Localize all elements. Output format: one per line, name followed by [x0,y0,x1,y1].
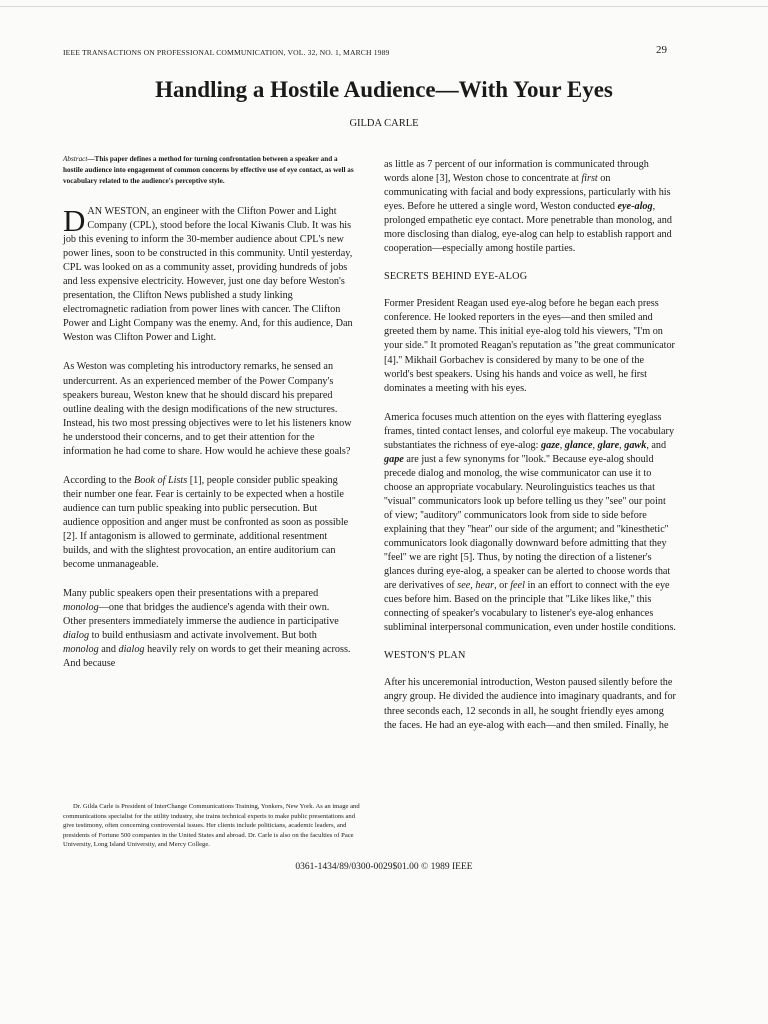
paragraph-vocabulary: America focuses much attention on the eyes with flattering eyeglass frames, tinted contact lenses, and colorful eye makeup. The vocabulary substantiates the richness of eye-alog: gaze, glance, glare, gawk, and gape are just a few synonyms for ''look.'' Because eye-alog should precede dialog and monolog, the wise communicator can use it to choose an appropriate vocabulary. Neurolinguistics teaches us that ''visual'' communicators look up before telling us they ''see'' our point of view; ''auditory'' communicators look from side to side before explaining that they ''hear'' our side of the argument; and ''kinesthetic'' communicators look diagonally downward before admitting that they ''feel'' we are right [5]. Thus, by noting the direction of a listener's glances during eye-alog, a speaker can be alerted to choose words that are derivatives of see, hear, or feel in an effort to connect with the eye cues before him. Based on the principle that ''Like likes like,'' this connecting of speaker's vocabulary to listener's eye-alog enhances subliminal interpersonal communication, even under hostile conditions. [384,411,676,634]
paragraph-monolog-dialog: Many public speakers open their presentations with a prepared monolog—one that bridges the audience's agenda with their own. Other presenters immediately immerse the audience in participative dialog to build enthusiasm and activate involvement. But both monolog and dialog heavily rely on words to get their meaning across. And because [63,588,351,670]
paragraph-seven-percent: as little as 7 percent of our information is communicated through words alone [3], Weston chose to concentrate at first on communicating with facial and body expressions, particularly with his eyes. Before he uttered a single word, Weston conducted eye-alog, prolonged empathetic eye contact. More penetrable than monolog, and more disclosing than dialog, eye-alog can help to establish rapport and cooperation—especially among hostile parties. [384,159,672,255]
paragraph-reagan: Former President Reagan used eye-alog before he began each press conference. He looked reporters in the eyes—and then smiled and greeted them by name. This initial eye-alog told his viewers, ''I'm on your side.'' It promoted Reagan's reputation as ''the great communicator [4].'' Mikhail Gorbachev is considered by many to be one of the world's best speakers. Using his hands and voice as well, he first dominates a meeting with his eyes. [384,298,675,394]
article-title: Handling a Hostile Audience—With Your Eyes [155,77,613,102]
abstract-text: —This paper defines a method for turning confrontation between a speaker and a hostile audience into engagement of common concerns by effective use of eye contact, as well as vocabulary related to the audience's perceptive style. [63,155,354,185]
section-heading-secrets: SECRETS BEHIND EYE-ALOG [384,271,528,283]
page-number: 29 [656,44,667,56]
intro-paragraph: DAN WESTON, an engineer with the Clifton Power and Light Company (CPL), stood before the local Kiwanis Club. It was his job this evening to inform the 30-member audience about CPL's new power lines, soon to be constructed in this community. Until yesterday, CPL was looked on as a community asset, providing hundreds of jobs and less expensive electricity. However, just one day before Weston's presentation, the Clifton News published a study linking electromagnetic radiation from power lines with cancer. The Clifton Power and Light Company was the enemy. And, for this audience, Dan Weston was Clifton Power and Light. [63,203,353,344]
copyright-line: 0361-1434/89/0300-0029$01.00 © 1989 IEEE [295,862,473,872]
right-column [384,158,676,748]
running-head: IEEE TRANSACTIONS ON PROFESSIONAL COMMUNICATION, VOL. 32, NO. 1, MARCH 1989 [63,48,390,57]
drop-cap: D [63,203,86,238]
left-column [63,154,355,686]
author-name: GILDA CARLE [349,118,419,129]
paragraph-book-of-lists: According to the Book of Lists [1], people consider public speaking their number one fear. Fear is certainly to be expected when a hostile audience can turn public speaking into public persecution. But audience opposition and anger must be confronted as soon as possible [2]. If antagonism is allowed to germinate, additional resentment builds, and with the slightest provocation, an entire auditorium can become unmanageable. [63,474,349,571]
top-rule [0,6,768,7]
author-footnote: Dr. Gilda Carle is President of InterChange Communications Training, Yonkers, New York. As an image and communications specialist for the utility industry, she trains technical experts to make public presentations and give testimony, often concerning controversial issues. Her clients include politicians, academic leaders, and presidents of Fortune 500 companies in the United States and abroad. Dr. Carle is also on the faculties of Pace University, Long Island University, and Mercy College. [63,803,360,849]
section-heading-westons-plan: WESTON'S PLAN [384,650,466,662]
abstract-label: Abstract [63,155,88,163]
paragraph-undercurrent: As Weston was completing his introductory remarks, he sensed an undercurrent. As an experienced member of the Power Company's speakers bureau, Weston knew that he should discard his prepared outline dealing with the design modifications of the new structures. Instead, his two most pressing objectives were to let his listeners know he understood their concerns, and to get their attention for the information he had come to share. How would he achieve these goals? [63,361,352,457]
abstract [63,154,355,187]
paragraph-plan: After his unceremonial introduction, Weston paused silently before the angry group. He divided the audience into imaginary quadrants, and for three seconds each, 12 seconds in all, he sought friendly eyes among the faces. He had an eye-alog with each—and then smiled. Finally, he [384,677,676,731]
